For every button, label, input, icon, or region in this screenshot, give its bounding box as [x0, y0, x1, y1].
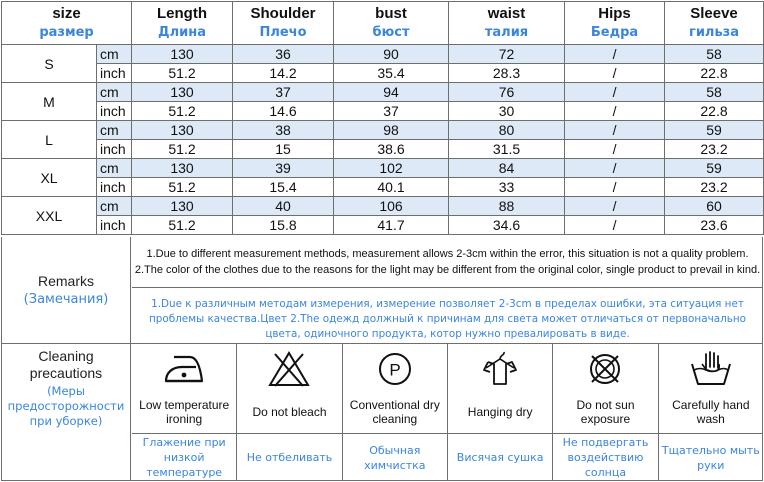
value-cell: 15.4 [233, 178, 334, 197]
header-bust-ru: бюст [372, 25, 410, 40]
size-row-s-inch [2, 64, 764, 83]
care-item-hanging-dry [448, 344, 553, 480]
value-cell: 130 [132, 83, 233, 102]
value-cell: / [565, 178, 665, 197]
value-cell: 90 [334, 45, 449, 64]
value-cell: 130 [132, 197, 233, 216]
unit-label: cm [97, 159, 132, 178]
value-cell: 106 [334, 197, 449, 216]
header-size [2, 2, 132, 45]
unit-label: inch [97, 216, 132, 235]
header-size-en: size [52, 5, 81, 22]
care-item-no-bleach [237, 344, 342, 480]
no-bleach-icon [237, 348, 341, 390]
size-label: M [2, 83, 97, 121]
remarks-en-line-1: 1.Due to different measurement methods, measurement allows 2-3cm within the error, this situation is not a quality problem. [146, 248, 749, 260]
value-cell: 72 [449, 45, 565, 64]
size-label: S [2, 45, 97, 83]
header-waist-ru: талия [484, 25, 529, 40]
care-item-ru: Обычная химчистка [364, 443, 426, 472]
header-length-ru: Длина [158, 25, 206, 40]
remarks-russian: 1.Due к различным методам измерения, измерение позволяет 2-3cm в пределах ошибки, эта ситуация нет проблемы качества.Цвет 2.The одежд должный к причинам для света может отличаться от первоначально цвета, одиночного продукта, котор нужно превалировать в виде. [149, 298, 746, 340]
value-cell: 31.5 [449, 140, 565, 159]
header-waist [449, 2, 565, 45]
cleaning-label [2, 344, 131, 480]
value-cell: 130 [132, 121, 233, 140]
remarks-label-en: Remarks [37, 273, 94, 289]
value-cell: 40 [233, 197, 334, 216]
header-hips-ru: Бедра [590, 25, 639, 40]
header-bust-en: bust [375, 5, 407, 22]
value-cell: 33 [449, 178, 565, 197]
value-cell: / [565, 216, 665, 235]
hand-wash-icon [659, 348, 763, 390]
remarks-section [1, 237, 763, 344]
value-cell: / [565, 140, 665, 159]
iron-icon [132, 348, 236, 390]
value-cell: 98 [334, 121, 449, 140]
value-cell: 23.2 [665, 140, 764, 159]
care-item-en: Hanging dry [448, 390, 552, 434]
care-item-ru: Не отбеливать [246, 451, 333, 464]
value-cell: 14.2 [233, 64, 334, 83]
header-row [2, 2, 764, 45]
value-cell: 80 [449, 121, 565, 140]
unit-label: cm [97, 45, 132, 64]
value-cell: 14.6 [233, 102, 334, 121]
value-cell: 37 [233, 83, 334, 102]
care-item-ru: Висячая сушка [456, 451, 544, 464]
size-label: XL [2, 159, 97, 197]
header-hips [565, 2, 665, 45]
value-cell: 51.2 [132, 216, 233, 235]
size-row-l-inch [2, 140, 764, 159]
unit-label: inch [97, 102, 132, 121]
size-row-s-cm [2, 45, 764, 64]
value-cell: 88 [449, 197, 565, 216]
size-row-xxl-inch [2, 216, 764, 235]
header-length [132, 2, 233, 45]
value-cell: 51.2 [132, 140, 233, 159]
header-sleeve [665, 2, 764, 45]
header-hips-en: Hips [598, 5, 631, 22]
value-cell: 40.1 [334, 178, 449, 197]
value-cell: 28.3 [449, 64, 565, 83]
cleaning-section [1, 344, 763, 481]
value-cell: 34.6 [449, 216, 565, 235]
no-sun-icon [553, 348, 657, 390]
header-shoulder-ru: Плечо [259, 25, 307, 40]
unit-label: cm [97, 197, 132, 216]
value-cell: 58 [665, 45, 764, 64]
value-cell: 22.8 [665, 102, 764, 121]
size-row-m-cm [2, 83, 764, 102]
care-item-ru: Тщательно мыть руки [661, 443, 760, 472]
header-sleeve-ru: гильза [689, 25, 739, 40]
size-row-l-cm [2, 121, 764, 140]
cleaning-label-ru: (Меры предосторожности при уборке) [7, 384, 125, 428]
value-cell: 35.4 [334, 64, 449, 83]
header-sleeve-en: Sleeve [690, 5, 738, 22]
care-item-iron [132, 344, 237, 480]
value-cell: 60 [665, 197, 764, 216]
remarks-english [132, 237, 763, 288]
care-item-dry-clean [343, 344, 448, 480]
unit-label: inch [97, 140, 132, 159]
cleaning-cells [132, 344, 763, 480]
value-cell: 59 [665, 159, 764, 178]
value-cell: 84 [449, 159, 565, 178]
hanging-dry-icon [448, 348, 552, 390]
value-cell: 15 [233, 140, 334, 159]
value-cell: 94 [334, 83, 449, 102]
value-cell: 59 [665, 121, 764, 140]
value-cell: 51.2 [132, 178, 233, 197]
value-cell: 37 [334, 102, 449, 121]
unit-label: inch [97, 178, 132, 197]
care-item-en: Carefully hand wash [659, 390, 763, 434]
value-cell: / [565, 64, 665, 83]
unit-label: inch [97, 64, 132, 83]
header-bust [334, 2, 449, 45]
header-length-en: Length [157, 5, 208, 22]
remarks-en-line-2: 2.The color of the clothes due to the reasons for the light may be different from the original color, single product to prevail in kind. [134, 264, 761, 276]
cleaning-label-en: Cleaning precautions [29, 348, 103, 381]
unit-label: cm [97, 121, 132, 140]
value-cell: 41.7 [334, 216, 449, 235]
size-label: L [2, 121, 97, 159]
value-cell: 15.8 [233, 216, 334, 235]
value-cell: 23.6 [665, 216, 764, 235]
value-cell: 51.2 [132, 102, 233, 121]
size-row-xxl-cm [2, 197, 764, 216]
size-row-xl-inch [2, 178, 764, 197]
header-waist-en: waist [487, 5, 526, 22]
value-cell: 102 [334, 159, 449, 178]
value-cell: / [565, 83, 665, 102]
header-size-ru: размер [39, 25, 94, 40]
care-item-no-sun [553, 344, 658, 480]
header-shoulder [233, 2, 334, 45]
remarks-label-ru: (Замечания) [23, 292, 109, 307]
care-item-hand-wash [659, 344, 763, 480]
care-item-en: Low temperature ironing [132, 390, 236, 434]
header-shoulder-en: Shoulder [250, 5, 316, 22]
size-table [1, 1, 764, 235]
care-item-ru: Не подвергать воздействию солнца [562, 436, 649, 479]
value-cell: / [565, 121, 665, 140]
value-cell: / [565, 197, 665, 216]
value-cell: / [565, 45, 665, 64]
care-item-en: Do not bleach [237, 390, 341, 434]
care-item-en: Do not sun exposure [553, 390, 657, 434]
value-cell: 39 [233, 159, 334, 178]
value-cell: 130 [132, 45, 233, 64]
value-cell: 38.6 [334, 140, 449, 159]
remarks-label [2, 237, 131, 343]
size-label: XXL [2, 197, 97, 235]
value-cell: 130 [132, 159, 233, 178]
value-cell: 23.2 [665, 178, 764, 197]
value-cell: / [565, 159, 665, 178]
value-cell: 51.2 [132, 64, 233, 83]
value-cell: 38 [233, 121, 334, 140]
svg-text:P: P [389, 360, 401, 380]
value-cell: 58 [665, 83, 764, 102]
value-cell: 22.8 [665, 64, 764, 83]
value-cell: / [565, 102, 665, 121]
care-item-en: Conventional dry cleaning [343, 390, 447, 434]
dry-clean-icon [343, 348, 447, 390]
care-item-ru: Глажение при низкой температуре [142, 436, 226, 479]
size-row-xl-cm [2, 159, 764, 178]
value-cell: 76 [449, 83, 565, 102]
value-cell: 30 [449, 102, 565, 121]
value-cell: 36 [233, 45, 334, 64]
size-row-m-inch [2, 102, 764, 121]
unit-label: cm [97, 83, 132, 102]
